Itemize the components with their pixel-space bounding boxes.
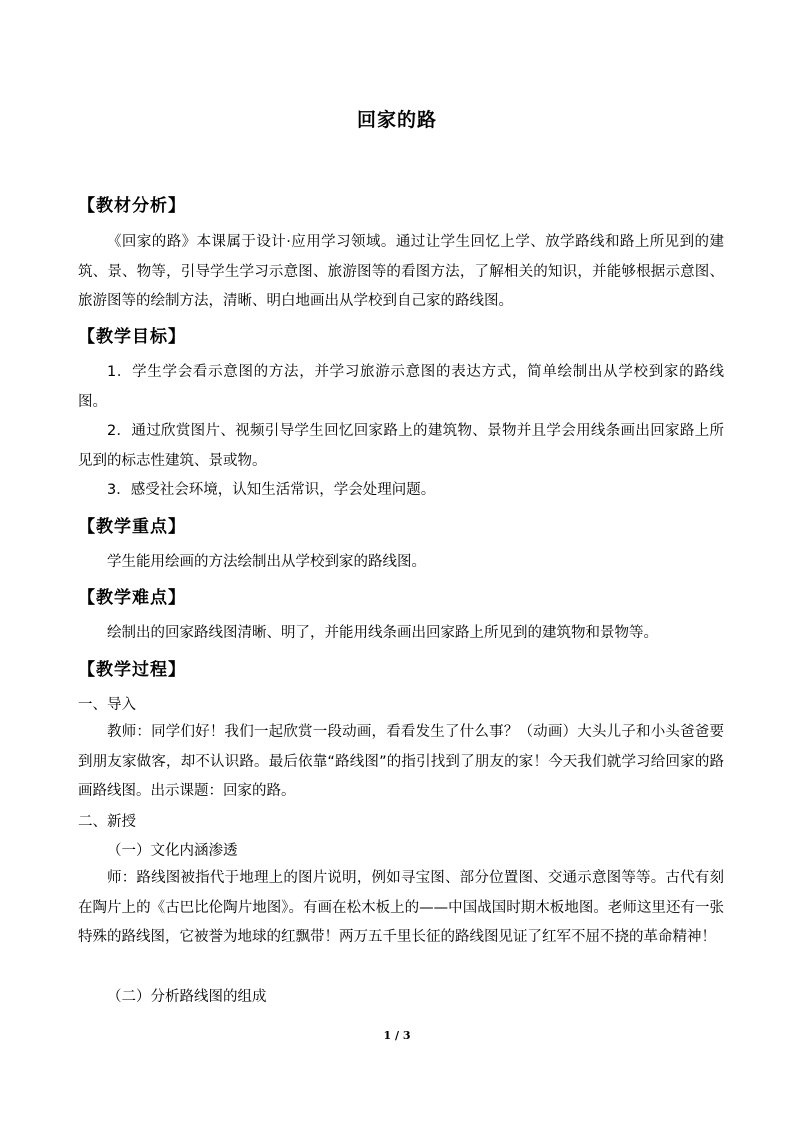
key-points-paragraph: 学生能用绘画的方法绘制出从学校到家的路线图。 — [107, 554, 426, 570]
page-number: 1 / 3 — [383, 1029, 411, 1042]
process-part1-paragraph: 教师：同学们好！我们一起欣赏一段动画，看看发生了什么事？（动画）大头儿子和小头爸爸要到朋友家做客，却不认识路。最后依靠“路线图”的指引找到了朋友的家！今天我们就学习给回家的路画路线图。出示课题：回家的路。 — [78, 724, 724, 799]
heading-goals: 【教学目标】 — [78, 327, 186, 347]
page-title: 回家的路 — [356, 109, 437, 131]
heading-analysis: 【教材分析】 — [78, 196, 186, 216]
heading-difficulty: 【教学难点】 — [78, 588, 186, 608]
goal-item-2: 2．通过欣赏图片、视频引导学生回忆回家路上的建筑物、景物并且学会用线条画出回家路上所见到的标志性建筑、景或物。 — [78, 423, 724, 469]
process-part1-label: 一、导入 — [78, 697, 136, 713]
process-sub2-label: （二）分析路线图的组成 — [107, 989, 267, 1005]
goal-item-1: 1．学生学会看示意图的方法，并学习旅游示意图的表达方式，简单绘制出从学校到家的路线图。 — [78, 364, 724, 410]
process-sub1-paragraph: 师：路线图被指代于地理上的图片说明，例如寻宝图、部分位置图、交通示意图等等。古代有刻在陶片上的《古巴比伦陶片地图》。有画在松木板上的——中国战国时期木板地图。老师这里还有一张特殊的路线图，它被誉为地球的红飘带！两万五千里长征的路线图见证了红军不屈不挠的革命精神！ — [78, 870, 724, 945]
difficulty-paragraph: 绘制出的回家路线图清晰、明了，并能用线条画出回家路上所见到的建筑物和景物等。 — [107, 625, 658, 641]
heading-process: 【教学过程】 — [78, 660, 186, 680]
heading-key-points: 【教学重点】 — [78, 517, 186, 537]
goal-item-3: 3．感受社会环境，认知生活常识，学会处理问题。 — [107, 482, 436, 498]
process-sub1-label: （一）文化内涵渗透 — [107, 843, 238, 859]
analysis-paragraph: 《回家的路》本课属于设计·应用学习领域。通过让学生回忆上学、放学路线和路上所见到的建筑、景、物等，引导学生学习示意图、旅游图等的看图方法，了解相关的知识，并能够根据示意图、旅游图等的绘制方法，清晰、明白地画出从学校到自己家的路线图。 — [78, 234, 724, 309]
process-part2-label: 二、新授 — [78, 814, 136, 830]
